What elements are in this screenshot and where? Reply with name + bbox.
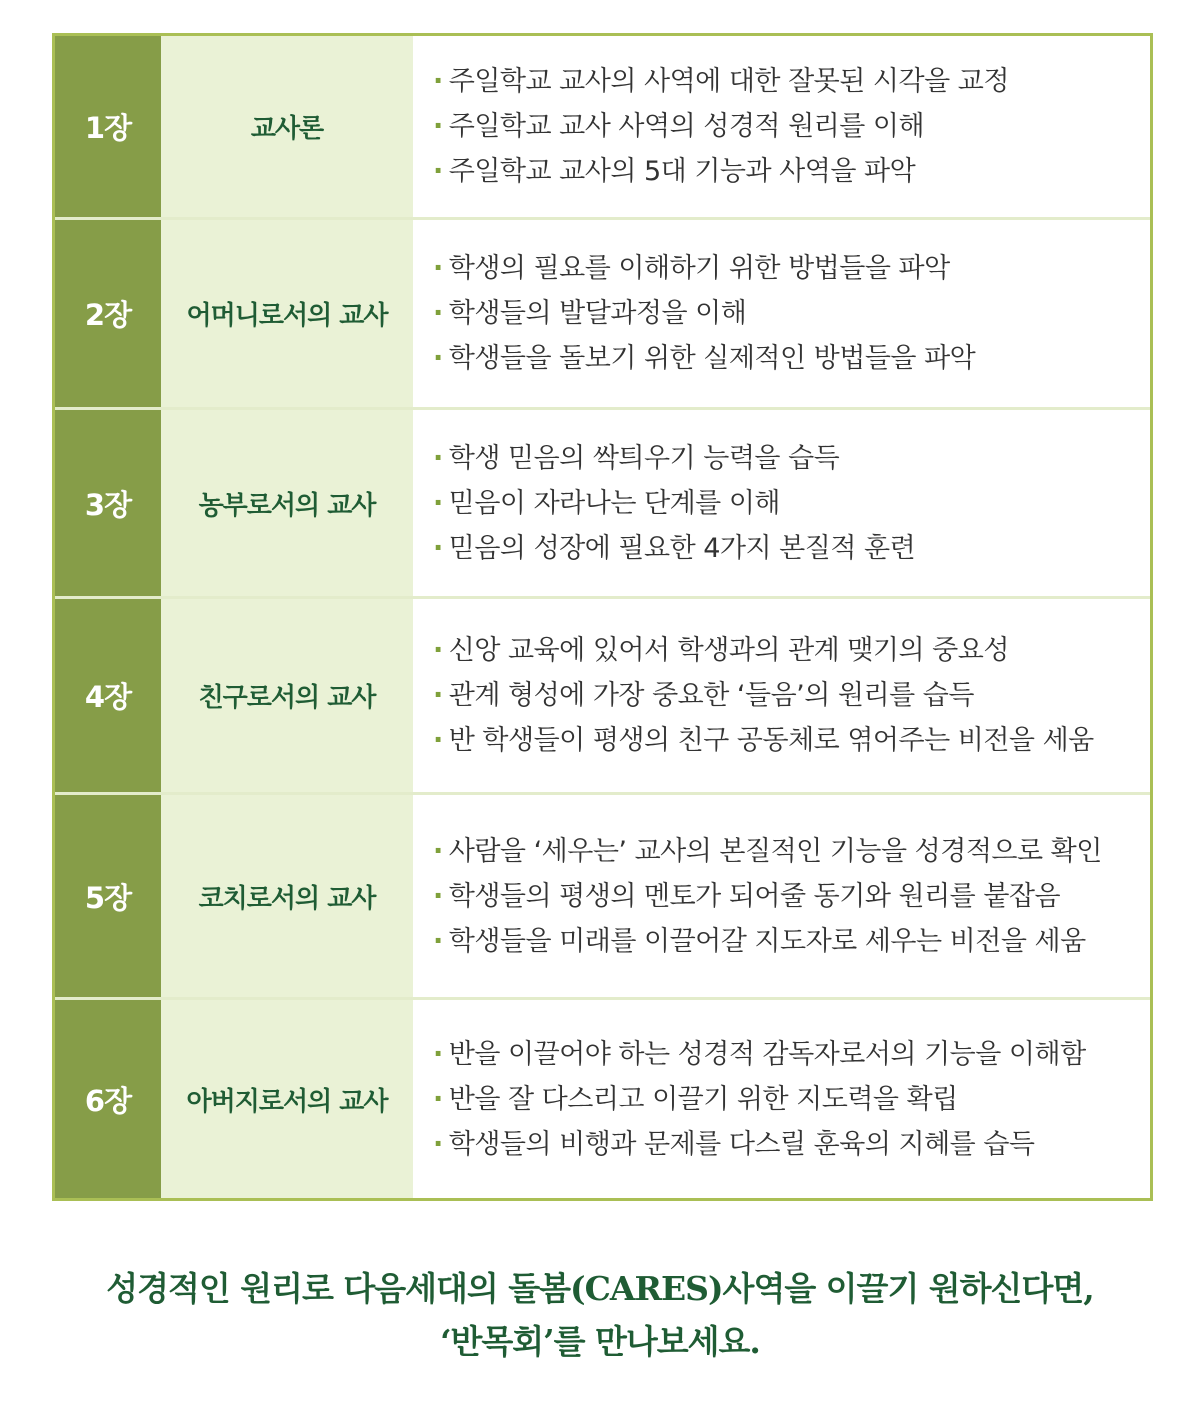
bullet-icon: · (433, 1128, 443, 1160)
list-item (433, 1122, 1150, 1167)
bullet-icon: · (433, 725, 443, 756)
chapter-number: 3장 (55, 410, 161, 596)
item-text: 신앙 교육에 있어서 학생과의 관계 맺기의 중요성 (448, 635, 1009, 666)
footer-line-1: 성경적인 원리로 다음세대의 돌봄(CARES)사역을 이끌기 원하신다면, (106, 1269, 1094, 1308)
chapter-items (413, 795, 1150, 997)
bullet-icon: · (433, 343, 443, 374)
chapter-title: 교사론 (161, 36, 413, 217)
bullet-icon: · (433, 880, 443, 912)
chapter-title: 농부로서의 교사 (161, 410, 413, 596)
item-text: 믿음이 자라나는 단계를 이해 (448, 487, 780, 519)
chapter-row-2 (55, 220, 1150, 410)
item-text: 관계 형성에 가장 중요한 ‘들음’의 원리를 습득 (448, 680, 974, 711)
bullet-icon: · (433, 487, 443, 519)
item-text: 주일학교 교사 사역의 성경적 원리를 이해 (448, 111, 925, 142)
list-item (433, 291, 1150, 336)
chapter-row-1 (55, 36, 1150, 220)
chapter-number: 6장 (55, 1000, 161, 1198)
chapter-title: 아버지로서의 교사 (161, 1000, 413, 1198)
list-item (433, 874, 1150, 919)
list-item (433, 1077, 1150, 1122)
list-item (433, 919, 1150, 964)
bullet-icon: · (433, 442, 443, 474)
chapter-items (413, 220, 1150, 407)
item-text: 학생들의 평생의 멘토가 되어줄 동기와 원리를 붙잡음 (448, 880, 1061, 912)
bullet-icon: · (433, 835, 443, 867)
item-text: 학생들의 발달과정을 이해 (448, 298, 747, 329)
list-item (433, 829, 1150, 874)
item-text: 주일학교 교사의 사역에 대한 잘못된 시각을 교정 (448, 66, 1009, 97)
chapter-row-6 (55, 1000, 1150, 1198)
list-item (433, 718, 1150, 763)
item-text: 학생들을 돌보기 위한 실제적인 방법들을 파악 (448, 343, 976, 374)
bullet-icon: · (433, 532, 443, 564)
chapter-row-5 (55, 795, 1150, 1000)
footer-line-2: ‘반목회’를 만나보세요. (440, 1322, 760, 1361)
item-text: 반 학생들이 평생의 친구 공동체로 엮어주는 비전을 세움 (448, 725, 1094, 756)
item-text: 학생들을 미래를 이끌어갈 지도자로 세우는 비전을 세움 (448, 925, 1086, 957)
list-item (433, 673, 1150, 718)
chapter-title: 어머니로서의 교사 (161, 220, 413, 407)
list-item (433, 1032, 1150, 1077)
list-item (433, 526, 1150, 571)
chapter-items (413, 599, 1150, 792)
list-item (433, 628, 1150, 673)
bullet-icon: · (433, 156, 443, 187)
bullet-icon: · (433, 253, 443, 284)
item-text: 주일학교 교사의 5대 기능과 사역을 파악 (448, 156, 916, 187)
bullet-icon: · (433, 66, 443, 97)
chapter-number: 1장 (55, 36, 161, 217)
chapter-number: 4장 (55, 599, 161, 792)
item-text: 반을 잘 다스리고 이끌기 위한 지도력을 확립 (448, 1083, 958, 1115)
bullet-icon: · (433, 111, 443, 142)
list-item (433, 336, 1150, 381)
bullet-icon: · (433, 1038, 443, 1070)
bullet-icon: · (433, 635, 443, 666)
item-text: 반을 이끌어야 하는 성경적 감독자로서의 기능을 이해함 (448, 1038, 1086, 1070)
list-item (433, 104, 1150, 149)
item-text: 학생의 필요를 이해하기 위한 방법들을 파악 (448, 253, 950, 284)
chapter-number: 2장 (55, 220, 161, 407)
chapter-items (413, 410, 1150, 596)
bullet-icon: · (433, 925, 443, 957)
list-item (433, 481, 1150, 526)
item-text: 학생 믿음의 싹틔우기 능력을 습득 (448, 442, 840, 474)
item-text: 사람을 ‘세우는’ 교사의 본질적인 기능을 성경적으로 확인 (448, 835, 1102, 867)
item-text: 믿음의 성장에 필요한 4가지 본질적 훈련 (448, 532, 916, 564)
list-item (433, 59, 1150, 104)
chapter-row-4 (55, 599, 1150, 795)
bullet-icon: · (433, 1083, 443, 1115)
footer-message (0, 1262, 1200, 1368)
chapter-row-3 (55, 410, 1150, 599)
curriculum-table (52, 33, 1153, 1201)
bullet-icon: · (433, 298, 443, 329)
chapter-number: 5장 (55, 795, 161, 997)
chapter-items (413, 36, 1150, 217)
item-text: 학생들의 비행과 문제를 다스릴 훈육의 지혜를 습득 (448, 1128, 1035, 1160)
chapter-items (413, 1000, 1150, 1198)
bullet-icon: · (433, 680, 443, 711)
list-item (433, 246, 1150, 291)
chapter-title: 친구로서의 교사 (161, 599, 413, 792)
list-item (433, 149, 1150, 194)
list-item (433, 436, 1150, 481)
chapter-title: 코치로서의 교사 (161, 795, 413, 997)
